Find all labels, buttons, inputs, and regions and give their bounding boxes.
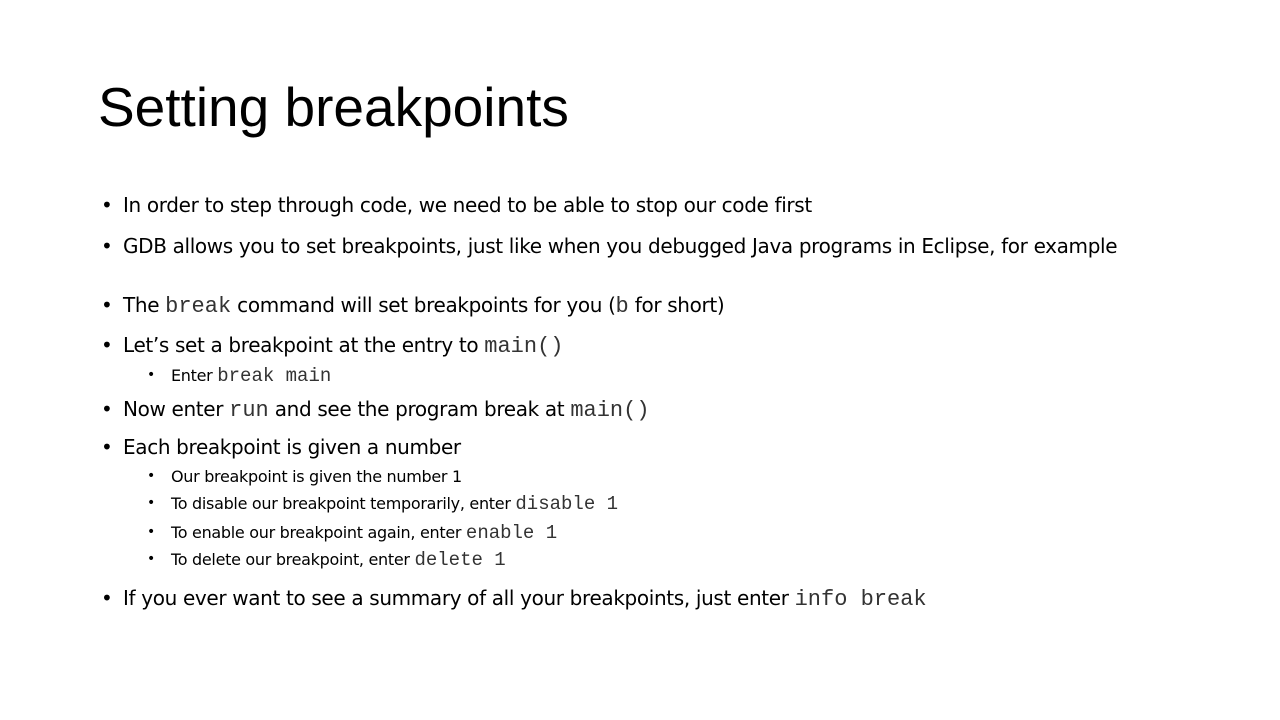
bullet-run (123, 398, 1203, 422)
subbullet-disable (171, 494, 1171, 514)
code-main: main() (570, 398, 650, 423)
bullet-text: command will set breakpoints for you ( (231, 293, 616, 317)
bullet-text: Enter (171, 366, 218, 385)
bullet-text: To delete our breakpoint, enter (171, 550, 415, 569)
code-delete-1: delete 1 (414, 549, 506, 571)
code-break: break (165, 294, 232, 319)
bullet-break-command (123, 294, 1203, 318)
code-break-main: break main (217, 365, 332, 387)
code-info-break: info break (794, 587, 927, 612)
bullet-text: To disable our breakpoint temporarily, enter (171, 494, 516, 513)
bullet-text: for short) (628, 293, 725, 317)
subbullet-enable (171, 523, 1171, 543)
code-enable-1: enable 1 (465, 522, 558, 544)
bullet-gdb-breakpoints: • GDB allows you to set breakpoints, just like when you debugged Java programs in Eclipse, for example (123, 235, 1203, 258)
code-run: run (229, 398, 269, 423)
code-b: b (615, 294, 629, 319)
bullet-text: Let’s set a breakpoint at the entry to (123, 333, 485, 357)
bullet-info-break (123, 587, 1203, 611)
bullet-text: To enable our breakpoint again, enter (171, 523, 466, 542)
bullet-stop-code: • In order to step through code, we need to be able to stop our code first (123, 194, 1203, 217)
bullet-set-main (123, 334, 1203, 358)
bullet-text: and see the program break at (268, 397, 571, 421)
slide-title: Setting breakpoints (98, 76, 569, 138)
bullet-text: The (123, 293, 166, 317)
subbullet-enter-break-main (171, 366, 1171, 386)
subbullet-delete (171, 550, 1171, 570)
code-disable-1: disable 1 (515, 493, 619, 515)
bullet-text: If you ever want to see a summary of all your breakpoints, just enter (123, 586, 795, 610)
subbullet-number-1: • Our breakpoint is given the number 1 (171, 467, 1171, 486)
bullet-text: Now enter (123, 397, 230, 421)
code-main: main() (484, 334, 564, 359)
bullet-breakpoint-number: • Each breakpoint is given a number (123, 436, 1203, 459)
